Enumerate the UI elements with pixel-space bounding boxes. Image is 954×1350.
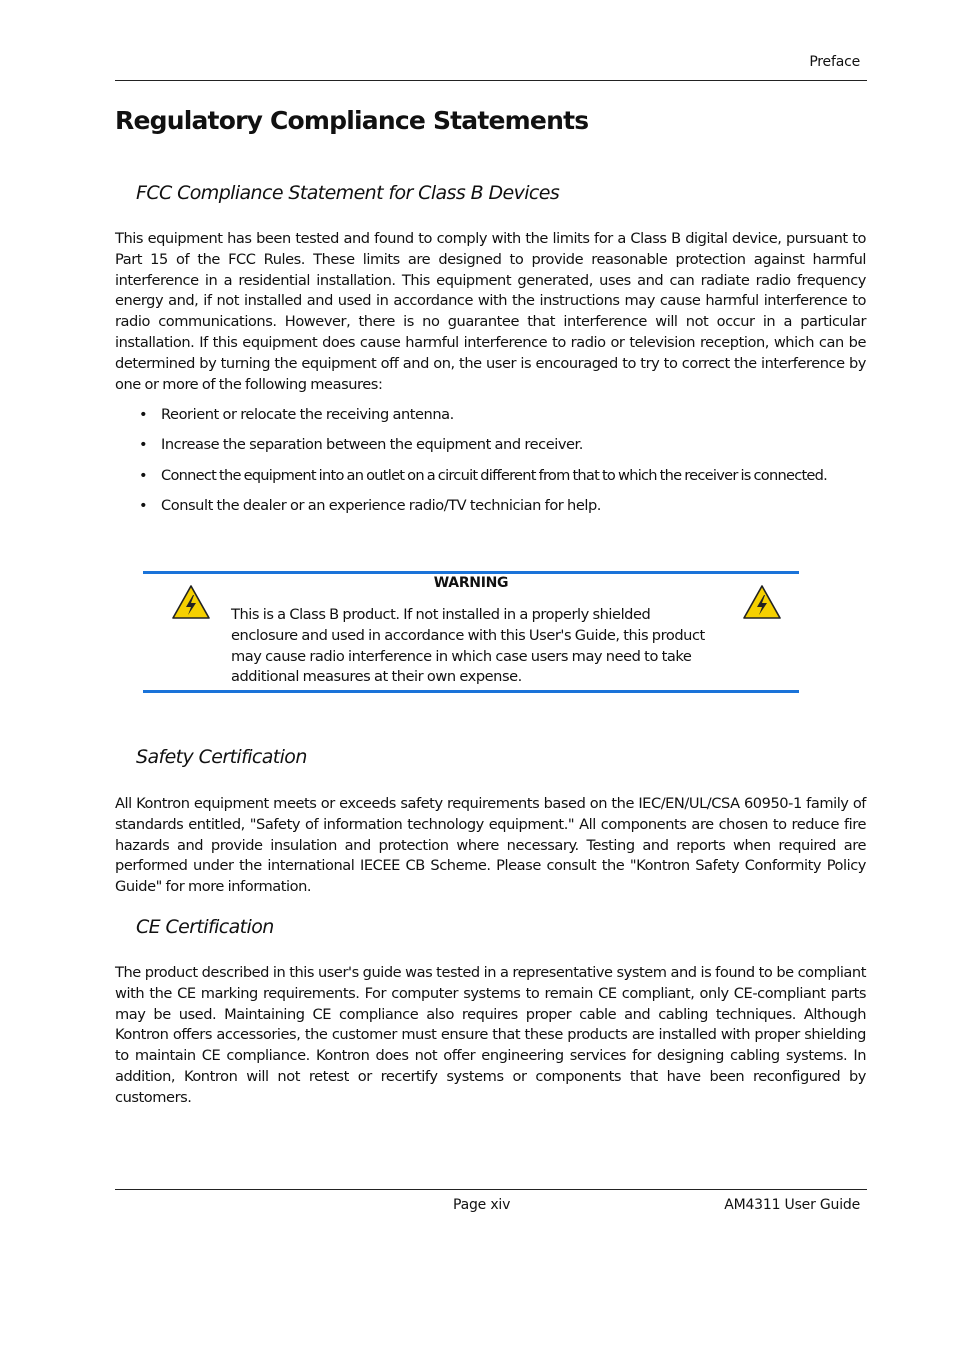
measure-text: Reorient or relocate the receiving antenna.	[161, 406, 454, 423]
bullet-icon: •	[139, 497, 148, 515]
fcc-body: This equipment has been tested and found to comply with the limits for a Class B digital device, pursuant to Part 15 of the FCC Rules. These limits are designed to provide reasonable protection against harmful interference in a residential installation. This equipment generated, uses and can radiate radio frequency energy and, if not installed and used in accordance with the instructions may cause harmful interference to radio communications. However, there is no guarantee that interference will not occur in a particular installation. If this equipment does cause harmful interference to radio or television reception, which can be determined by turning the equipment off and on, the user is encouraged to try to correct the interference by one or more of the following measures:	[115, 230, 866, 393]
ce-heading: CE Certification	[136, 916, 274, 938]
high-voltage-warning-icon	[742, 584, 782, 620]
bullet-icon: •	[139, 466, 147, 484]
measure-text: Consult the dealer or an experience radio/TV technician for help.	[161, 497, 601, 515]
warning-title: WARNING	[433, 575, 509, 591]
measure-text: Connect the equipment into an outlet on a circuit different from that to which the receiver is connected.	[161, 466, 828, 484]
page-number: Page xiv	[453, 1197, 511, 1213]
running-header-section: Preface	[809, 54, 860, 70]
list-item	[139, 435, 879, 456]
document-title: AM4311 User Guide	[724, 1197, 860, 1213]
fcc-heading: FCC Compliance Statement for Class B Devices	[136, 182, 560, 204]
fcc-measures-list	[139, 405, 879, 527]
bullet-icon: •	[139, 406, 148, 423]
measure-text: Increase the separation between the equipment and receiver.	[161, 436, 583, 454]
footer-rule	[115, 1189, 867, 1190]
bullet-icon: •	[139, 436, 148, 454]
safety-heading: Safety Certification	[136, 746, 307, 768]
safety-body: All Kontron equipment meets or exceeds safety requirements based on the IEC/EN/UL/CSA 60950-1 family of standards entitled, "Safety of information technology equipment." All components are chosen to reduce fire hazards and provide insulation and protection where necessary. Testing and reports when required are performed under the international IECEE CB Scheme. Please consult the "Kontron Safety Conformity Policy Guide" for more information.	[115, 795, 866, 896]
page-title: Regulatory Compliance Statements	[115, 106, 589, 135]
warning-text: This is a Class B product. If not installed in a properly shielded enclosure and used in accordance with this User's Guide, this product may cause radio interference in which case users may need to take additional measures at their own expense.	[231, 606, 705, 686]
warning-box	[143, 571, 799, 693]
list-item	[139, 405, 879, 426]
header-rule	[115, 80, 867, 81]
ce-body: The product described in this user's guide was tested in a representative system and is found to be compliant with the CE marking requirements. For computer systems to remain CE compliant, only CE-compliant parts may be used. Maintaining CE compliance also requires proper cable and cabling techniques. Although Kontron offers accessories, the customer must ensure that these products are installed with proper shielding to maintain CE compliance. Kontron does not offer engineering services for designing cabling systems. In addition, Kontron will not retest or recertify systems or components that have been reconfigured by customers.	[115, 964, 866, 1106]
list-item	[139, 496, 879, 517]
list-item	[139, 466, 879, 487]
